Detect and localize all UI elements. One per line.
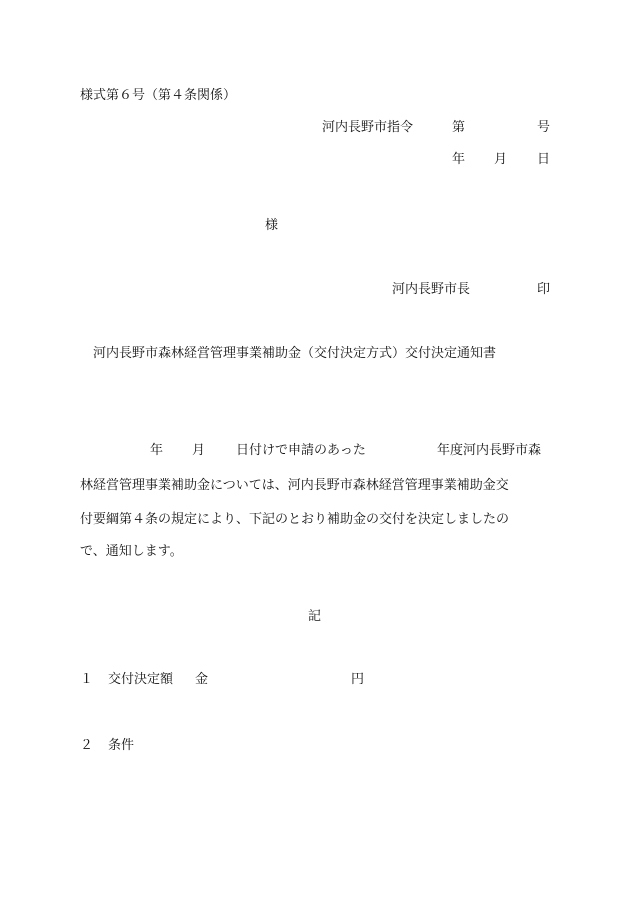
addressee-suffix: 様 [265,218,279,233]
date-month: 月 [494,152,508,167]
item-1-kin: 金 [195,672,209,687]
ref-dai: 第 [452,120,466,135]
body-line-4: で、通知します。 [80,544,183,559]
ref-issuer: 河内長野市指令 [322,120,414,135]
ki-heading: 記 [308,609,322,624]
body-date-phrase: 日付けで申請のあった [236,443,366,458]
date-year: 年 [452,152,466,167]
body-month: 月 [192,443,206,458]
item-1-yen: 円 [351,672,365,687]
form-number: 様式第６号（第４条関係） [80,88,237,103]
item-2-label: 条件 [108,738,135,753]
document-title: 河内長野市森林経営管理事業補助金（交付決定方式）交付決定通知書 [93,346,497,361]
item-1-label: 交付決定額 [108,672,174,687]
sender-name: 河内長野市長 [392,282,471,297]
body-line-3: 付要綱第４条の規定により、下記のとおり補助金の交付を決定しましたの [80,512,510,527]
body-year: 年 [150,443,164,458]
body-line-2: 林経営管理事業補助金については、河内長野市森林経営管理事業補助金交 [80,478,509,493]
ref-go: 号 [537,120,551,135]
date-day: 日 [537,152,551,167]
item-2-number: ２ [80,738,94,753]
item-1-number: １ [80,672,94,687]
seal-mark: 印 [537,282,551,297]
body-fiscal-year: 年度河内長野市森 [437,443,542,458]
